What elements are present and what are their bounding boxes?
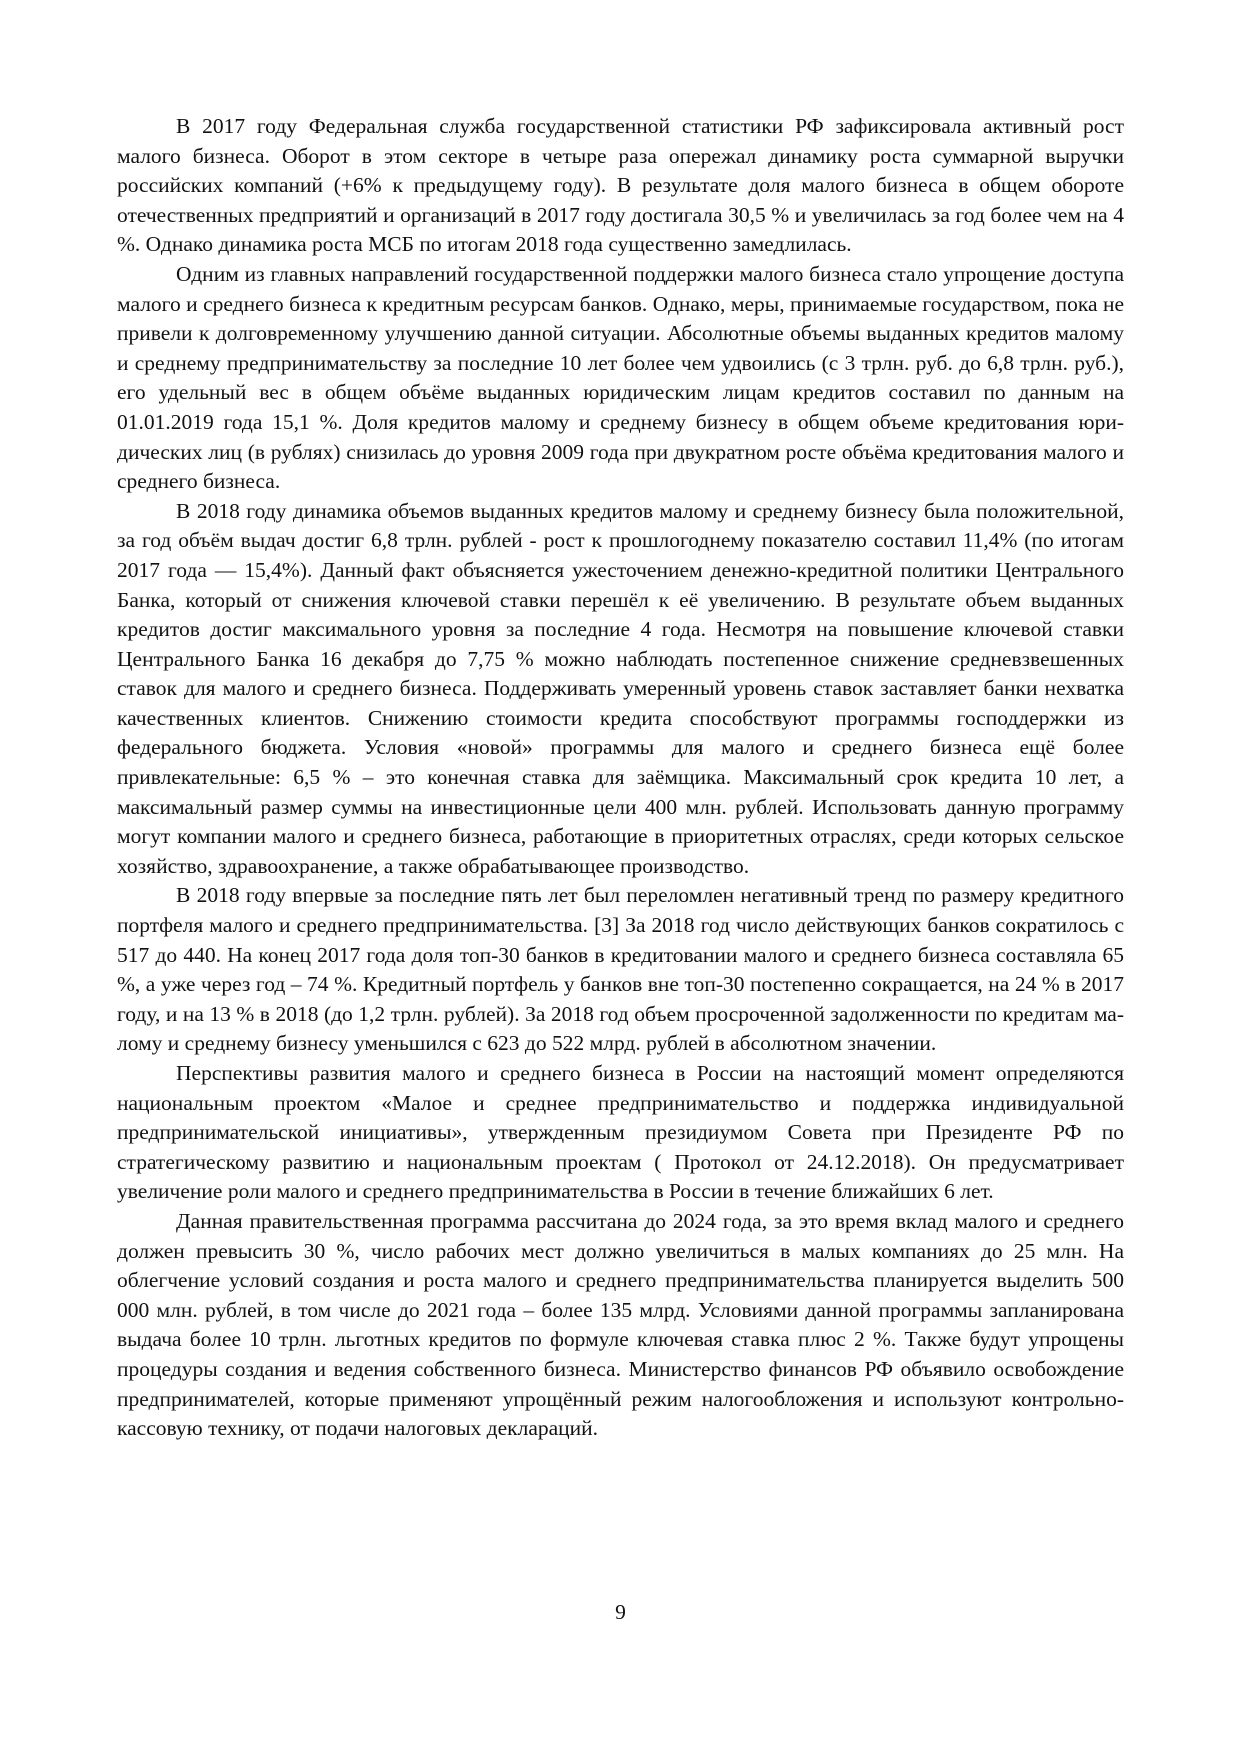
page-number: 9 xyxy=(615,1600,626,1624)
paragraph-2: Одним из главных направлений государственной поддержки малого бизнеса стало упрощение доступа малого и среднего бизнеса к кредитным ресурсам банков. Однако, меры, принимаемые государством, пока не привели к долговременному улучшению данной ситуации. Абсолютные объемы выданных кредитов малому и среднему предпринимательству за последние 10 лет более чем удвоились (с 3 трлн. руб. до 6,8 трлн. руб.), его удельный вес в общем объёме выданных юридическим лицам кредитов составил по данным на 01.01.2019 года 15,1 %. Доля кредитов малому и среднему бизнесу в общем объеме кредитования юридических лиц (в рублях) снизилась до уровня 2009 года при двукратном росте объёма кредитования малого и среднего бизнеса. xyxy=(117,261,1124,494)
paragraph-3: В 2018 году динамика объемов выданных кредитов малому и среднему бизнесу была положительной, за год объём выдач достиг 6,8 трлн. рублей - рост к прошлогоднему показателю составил 11,4% (по итогам 2017 года — 15,4%). Данный факт объясняется ужесточением денежно-кредитной политики Центрального Банка, который от снижения ключевой ставки перешёл к её увеличению. В результате объем выданных кредитов достиг максимального уровня за последние 4 года. Несмотря на повышение ключевой ставки Центрального Банка 16 декабря до 7,75 % можно наблюдать постепенное снижение средневзвешенных ставок для малого и среднего бизнеса. Поддерживать умеренный уровень ставок заставляет банки нехватка качественных клиентов. Снижению стоимости кредита способствуют программы господдержки из федерального бюджета. Условия «новой» программы для малого и среднего бизнеса ещё более привлекательные: 6,5 % – это конечная ставка для заёмщика. Максимальный срок кредита 10 лет, а максимальный размер суммы на инвестиционные цели 400 млн. рублей. Использовать данную программу могут компании малого и среднего бизнеса, работающие в приоритетных отраслях, среди которых сельское хозяйство, здравоохранение, а также обрабатывающее производство. xyxy=(117,498,1124,878)
paragraph-4: В 2018 году впервые за последние пять лет был переломлен негативный тренд по размеру кредитного портфеля малого и среднего предпринимательства. [3] За 2018 год число действующих банков сократилось с 517 до 440. На конец 2017 года доля топ-30 банков в кредитовании малого и среднего бизнеса составляла 65 %, а уже через год – 74 %. Кредитный портфель у банков вне топ-30 постепенно сокращается, на 24 % в 2017 году, и на 13 % в 2018 (до 1,2 трлн. рублей). За 2018 год объем просроченной задолженности по кредитам малому и среднему бизнесу уменьшился с 623 до 522 млрд. рублей в абсолютном значении. xyxy=(117,883,1124,1056)
paragraph-5: Перспективы развития малого и среднего бизнеса в России на настоящий момент определяются национальным проектом «Малое и среднее предпринимательство и поддержка индивидуальной предпринимательской инициативы», утвержденным президиумом Совета при Президенте РФ по стратегическому развитию и национальным проектам ( Протокол от 24.12.2018). Он предусматривает увеличение роли малого и среднего предпринимательства в России в течение ближайших 6 лет. xyxy=(117,1061,1124,1204)
paragraph-6: Данная правительственная программа рассчитана до 2024 года, за это время вклад малого и среднего должен превысить 30 %, число рабочих мест должно увеличиться в малых компаниях до 25 млн. На облегчение условий создания и роста малого и среднего предпринимательства планируется выделить 500 000 млн. рублей, в том числе до 2021 года – более 135 млрд. Условиями данной программы запланирована выдача более 10 трлн. льготных кредитов по формуле ключевая ставка плюс 2 %. Также будут упрощены процедуры создания и ведения собственного бизнеса. Министерство финансов РФ объявило освобождение предпринимателей, которые применяют упрощённый режим налогообложения и используют контрольно-кассовую технику, от подачи налоговых деклараций. xyxy=(117,1208,1124,1441)
document-body xyxy=(117,112,1124,1444)
paragraph-1: В 2017 году Федеральная служба государственной статистики РФ зафиксировала активный рост малого бизнеса. Оборот в этом секторе в четыре раза опережал динамику роста суммарной выручки российских компаний (+6% к предыдущему году). В результате доля малого бизнеса в общем обороте отечественных предприятий и организаций в 2017 году достигала 30,5 % и увеличилась за год более чем на 4 %. Однако динамика роста МСБ по итогам 2018 года существенно замедлилась. xyxy=(117,114,1124,257)
